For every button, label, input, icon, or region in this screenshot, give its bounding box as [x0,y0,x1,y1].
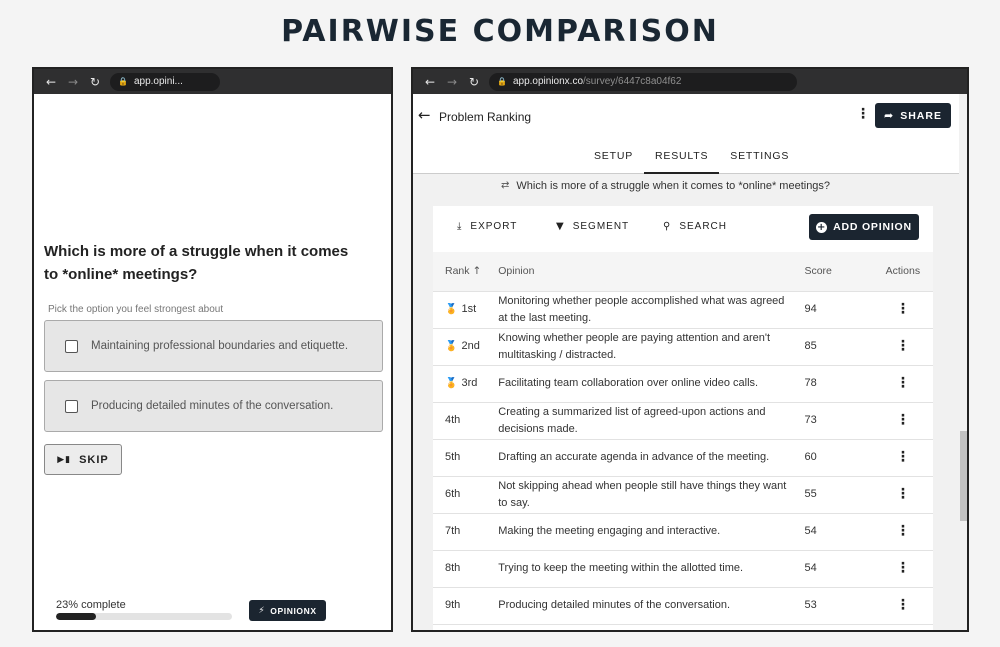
page-title: PAIRWISE COMPARISON [281,14,719,49]
address-bar[interactable] [489,73,797,91]
row-menu-icon[interactable]: ⋮ [895,374,910,391]
opinion-cell: Trying to keep the meeting within the allotted time. [498,550,804,587]
right-browser-window [411,67,969,632]
opinion-cell: Facilitating team collaboration over online video calls. [498,365,804,402]
table-row [433,476,933,513]
score-cell: 60 [804,439,872,476]
score-cell: 85 [804,328,872,365]
checkbox[interactable] [65,400,78,413]
rank-value: 7th [445,525,461,537]
progress-bar [56,613,232,620]
rank-cell [433,550,498,587]
actions-column-header: Actions [873,252,933,291]
rank-column-header[interactable] [433,252,498,291]
option-card-2[interactable] [44,380,383,432]
compare-arrows-icon: ⇄ [501,180,510,191]
rank-cell [433,439,498,476]
results-card [433,206,933,632]
survey-hint: Pick the option you feel strongest about [48,304,224,315]
actions-cell [873,476,933,513]
reload-icon[interactable]: ↻ [89,74,101,89]
share-button[interactable] [875,103,951,128]
score-cell: 94 [804,291,872,328]
skip-label: SKIP [79,453,109,466]
share-label: SHARE [900,109,942,122]
url-host: app.opini... [133,76,183,87]
score-column-header: Score [804,252,872,291]
lock-icon: 🔒 [497,77,507,86]
gold-medal-icon: 🏅 [445,304,458,315]
table-row [433,328,933,365]
results-question [501,180,830,192]
table-row [433,513,933,550]
results-table [433,252,933,625]
more-options-icon[interactable]: ⋮ [856,106,870,122]
url-path: /survey/6447c8a04f62 [583,76,682,87]
progress-label: 23% complete [56,599,126,611]
score-cell: 53 [804,587,872,624]
search-button[interactable] [663,221,727,232]
score-cell: 55 [804,476,872,513]
lightning-icon: ⚡ [258,605,266,616]
option-card-1[interactable] [44,320,383,372]
rank-value: 8th [445,562,461,574]
results-toolbar [433,206,933,252]
row-menu-icon[interactable]: ⋮ [895,559,910,576]
search-icon: ⚲ [663,221,672,232]
table-row [433,291,933,328]
checkbox[interactable] [65,340,78,353]
forward-arrow-icon[interactable]: → [67,74,79,89]
export-button[interactable] [457,221,517,232]
opinionx-brand-button[interactable] [249,600,326,621]
actions-cell [873,365,933,402]
row-menu-icon[interactable]: ⋮ [895,337,910,354]
app-header [413,94,959,174]
row-menu-icon[interactable]: ⋮ [895,448,910,465]
row-menu-icon[interactable]: ⋮ [895,522,910,539]
opinion-cell: Monitoring whether people accomplished what was agreed at the last meeting. [498,291,804,328]
actions-cell [873,513,933,550]
results-question-text: Which is more of a struggle when it comes to *online* meetings? [516,180,831,192]
opinion-cell: Producing detailed minutes of the conversation. [498,587,804,624]
table-row [433,587,933,624]
table-row [433,365,933,402]
rank-cell [433,291,498,328]
opinion-cell: Knowing whether people are paying attention and aren't multitasking / distracted. [498,328,804,365]
row-menu-icon[interactable]: ⋮ [895,596,910,613]
table-header-row [433,252,933,291]
forward-arrow-icon[interactable]: → [446,74,458,89]
lock-icon: 🔒 [118,77,128,86]
survey-question: Which is more of a struggle when it comes to *online* meetings? [44,243,349,283]
results-app [413,94,967,630]
share-icon: ➦ [884,109,895,122]
actions-cell [873,550,933,587]
reload-icon[interactable]: ↻ [468,74,480,89]
table-row [433,402,933,439]
filter-icon: ▼ [556,221,565,232]
actions-cell [873,328,933,365]
actions-cell [873,291,933,328]
rank-cell [433,476,498,513]
back-arrow-icon[interactable]: ← [418,106,431,124]
sort-arrow-icon: ↑ [472,265,482,278]
app-title: Problem Ranking [439,110,532,124]
scrollbar-thumb[interactable] [960,431,968,521]
opinion-column-header: Opinion [498,252,804,291]
tab-results[interactable]: RESULTS [644,142,719,174]
rank-value: 1st [461,303,477,315]
rank-value: 6th [445,488,461,500]
option-label: Producing detailed minutes of the conversation. [91,400,334,412]
tab-bar [583,142,800,174]
left-browser-window [32,67,393,632]
bronze-medal-icon: 🏅 [445,378,458,389]
segment-button[interactable] [556,221,629,232]
row-menu-icon[interactable]: ⋮ [895,485,910,502]
score-cell: 54 [804,550,872,587]
back-arrow-icon[interactable]: ← [424,74,436,89]
rank-cell [433,328,498,365]
address-bar[interactable] [110,73,220,91]
row-menu-icon[interactable]: ⋮ [895,411,910,428]
silver-medal-icon: 🏅 [445,341,458,352]
tab-setup[interactable]: SETUP [594,150,634,162]
progress-fill [56,613,96,620]
actions-cell [873,439,933,476]
survey-app [34,94,391,630]
rank-value: 2nd [461,340,480,352]
opinion-cell: Not skipping ahead when people still have things they want to say. [498,476,804,513]
rank-cell [433,587,498,624]
actions-cell [873,402,933,439]
table-row [433,550,933,587]
actions-cell [873,587,933,624]
rank-value: 4th [445,414,461,426]
skip-icon: ▶▮ [57,454,72,465]
row-menu-icon[interactable]: ⋮ [895,300,910,317]
table-row [433,439,933,476]
score-cell: 78 [804,365,872,402]
search-label: SEARCH [679,221,728,232]
add-opinion-label: ADD OPINION [833,221,912,233]
opinion-cell: Drafting an accurate agenda in advance of the meeting. [498,439,804,476]
browser-toolbar [413,69,967,94]
rank-cell [433,402,498,439]
browser-toolbar [34,69,391,94]
rank-cell [433,513,498,550]
rank-value: 3rd [461,377,478,389]
opinion-cell: Creating a summarized list of agreed-upon actions and decisions made. [498,402,804,439]
back-arrow-icon[interactable]: ← [45,74,57,89]
add-opinion-button[interactable] [809,214,919,240]
score-cell: 54 [804,513,872,550]
download-icon: ⤓ [457,221,463,232]
tab-settings[interactable]: SETTINGS [730,150,790,162]
plus-circle-icon: + [817,221,827,233]
brand-label: OPINIONX [270,605,317,616]
opinion-cell: Making the meeting engaging and interactive. [498,513,804,550]
rank-value: 5th [445,451,461,463]
option-label: Maintaining professional boundaries and etiquette. [91,340,349,352]
vertical-scrollbar[interactable] [959,94,969,632]
rank-value: 9th [445,599,461,611]
segment-label: SEGMENT [572,221,630,232]
rank-cell [433,365,498,402]
skip-button[interactable] [44,444,122,475]
rank-header-label: Rank [445,265,470,278]
url-host: app.opinionx.co [512,76,584,87]
export-label: EXPORT [470,221,518,232]
score-cell: 73 [804,402,872,439]
